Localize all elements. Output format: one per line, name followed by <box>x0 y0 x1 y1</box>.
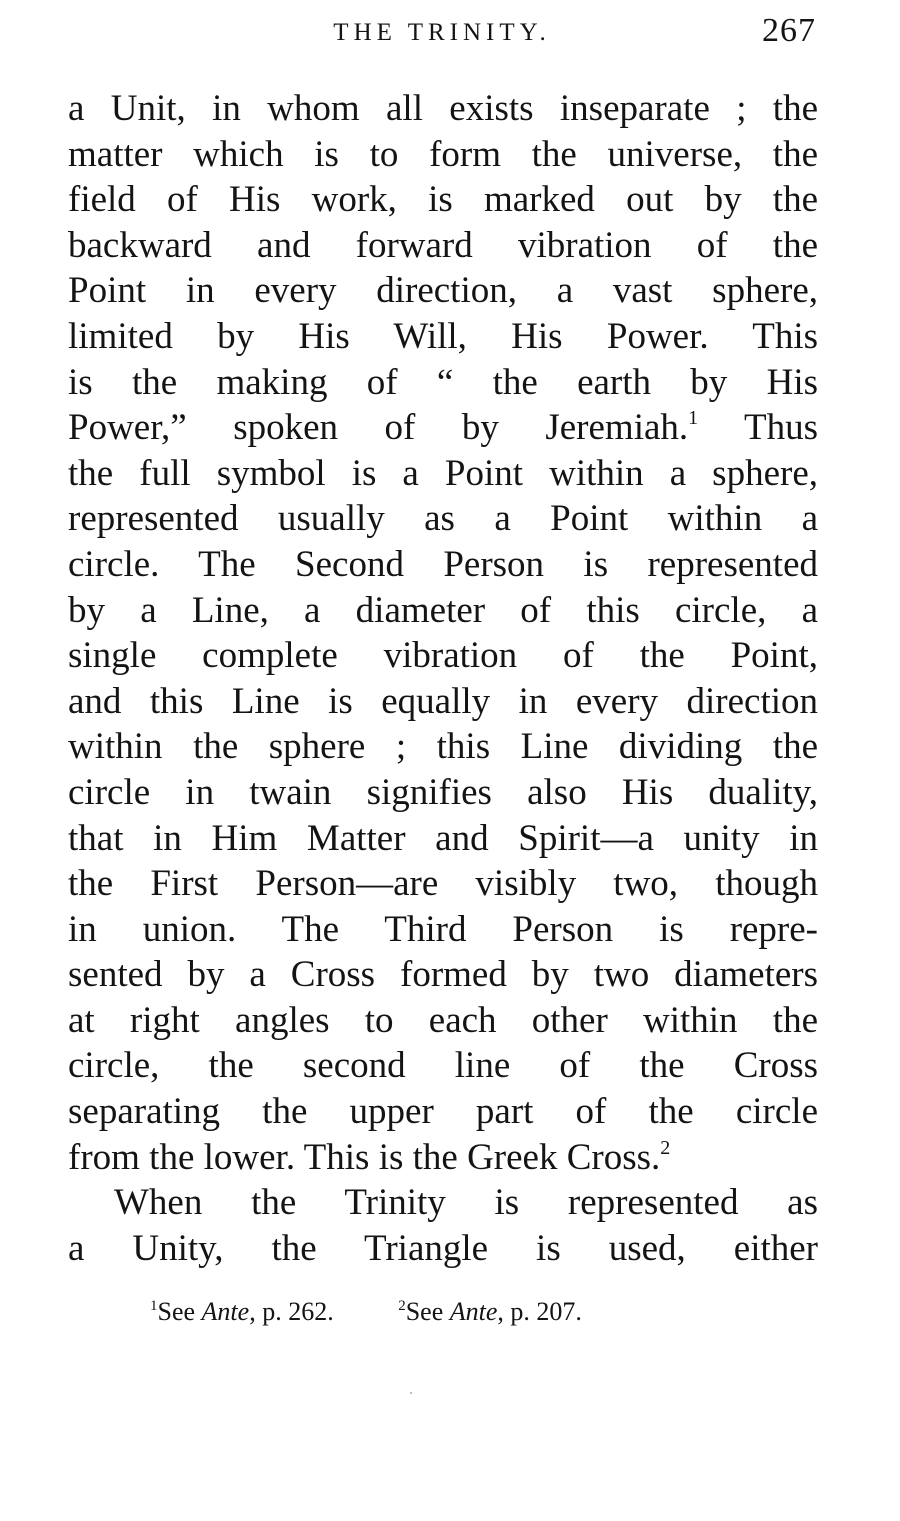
text-line: matter which is to form the universe, the <box>68 133 818 175</box>
text-line: within the sphere ; this Line dividing the <box>68 726 818 768</box>
text-line: backward and forward vibration of the <box>68 224 818 266</box>
footnote-prefix: See <box>157 1297 202 1326</box>
text-line: circle, the second line of the Cross <box>68 1045 818 1087</box>
footnote-page: , p. 207. <box>497 1297 582 1326</box>
paper-speck <box>410 1392 412 1394</box>
footnote <box>150 1297 334 1327</box>
body-text <box>68 86 818 1271</box>
text-line: field of His work, is marked out by the <box>68 179 818 221</box>
text-line: by a Line, a diameter of this circle, a <box>68 589 818 631</box>
text-line <box>68 1135 818 1181</box>
text-line: at right angles to each other within the <box>68 999 818 1041</box>
text-line: circle in twain signifies also His duality, <box>68 771 818 813</box>
page-number: 267 <box>762 12 816 49</box>
footnote-page: , p. 262. <box>249 1297 334 1326</box>
line-text: Thus <box>698 407 819 449</box>
text-line: a Unit, in whom all exists inseparate ; the <box>68 88 818 129</box>
footnote-marker: 1 <box>150 1298 158 1314</box>
footnote-reference[interactable]: 2 <box>660 1136 671 1159</box>
text-line: that in Him Matter and Spirit—a unity in <box>68 817 818 859</box>
text-line: sented by a Cross formed by two diameters <box>68 954 818 996</box>
text-line: a Unity, the Triangle is used, either <box>68 1227 818 1269</box>
footnote-reference[interactable]: 1 <box>688 407 699 430</box>
line-text: from the lower. This is the Greek Cross. <box>68 1136 661 1178</box>
footnote-marker: 2 <box>398 1298 406 1314</box>
footnote-prefix: See <box>405 1297 450 1326</box>
text-line: When the Trinity is represented as <box>114 1182 818 1224</box>
footnote-ref-word: Ante <box>449 1297 498 1326</box>
text-line: Point in every direction, a vast sphere, <box>68 270 818 312</box>
footnote <box>398 1297 582 1327</box>
text-line: represented usually as a Point within a <box>68 498 818 540</box>
text-line: and this Line is equally in every direction <box>68 680 818 722</box>
text-line: single complete vibration of the Point, <box>68 635 818 677</box>
text-line: limited by His Will, His Power. This <box>68 315 818 357</box>
text-line: circle. The Second Person is represented <box>68 543 818 585</box>
line-text: Power,” spoken of by Jeremiah. <box>68 407 689 449</box>
text-line: is the making of “ the earth by His <box>68 361 818 403</box>
text-line: in union. The Third Person is repre- <box>68 908 818 950</box>
text-line: the First Person—are visibly two, though <box>68 863 818 905</box>
footnotes <box>150 1297 582 1327</box>
footnote-ref-word: Ante <box>201 1297 250 1326</box>
text-line: the full symbol is a Point within a sphere, <box>68 452 818 494</box>
text-line: separating the upper part of the circle <box>68 1091 818 1133</box>
text-line <box>68 405 818 451</box>
running-title: THE TRINITY. <box>333 19 551 46</box>
